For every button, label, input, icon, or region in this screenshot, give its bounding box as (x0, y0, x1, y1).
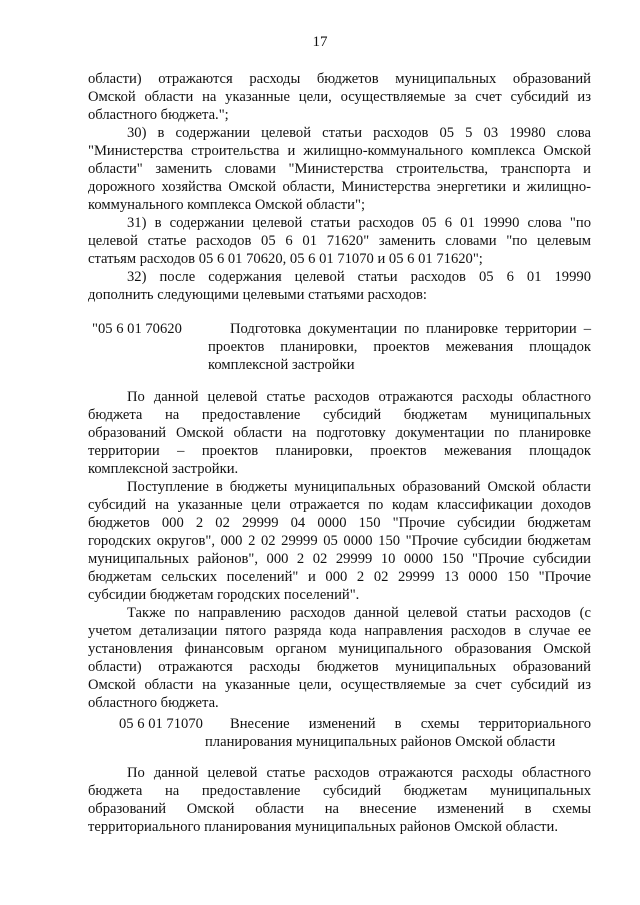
text-line: По данной целевой статье расходов отражаются расходы областного (127, 765, 591, 781)
text-line: бюджета на предоставление субсидий бюджетам муниципальных (88, 407, 591, 423)
text-line: субсидии бюджетам городских поселений". (88, 587, 360, 603)
text-line: целевой статье расходов 05 6 01 71620" заменить словами "по целевым (88, 233, 591, 249)
text-line: По данной целевой статье расходов отражаются расходы областного (127, 389, 591, 405)
text-line: городских округов", 000 2 02 29999 05 0000 150 "Прочие субсидии бюджетам (88, 533, 591, 549)
text-line: областного бюджета. (88, 695, 219, 711)
text-line: образований Омской области на подготовку документации по планировке (88, 425, 591, 441)
text-line: коммунального комплекса Омской области"; (88, 197, 365, 213)
text-line: бюджетам сельских поселений" и 000 2 02 29999 13 0000 150 "Прочие (88, 569, 591, 585)
text-line: 30) в содержании целевой статьи расходов 05 5 03 19980 слова (127, 125, 591, 141)
article-title-line: проектов планировки, проектов межевания площадок (208, 339, 591, 355)
text-line: дорожного хозяйства Омской области, Министерства энергетики и жилищно- (88, 179, 591, 195)
text-line: 32) после содержания целевой статьи расходов 05 6 01 19990 (127, 269, 591, 285)
text-line: "Министерства строительства и жилищно-коммунального комплекса Омской (88, 143, 591, 159)
text-line: территории – проектов планировки, проектов межевания площадок (88, 443, 591, 459)
article-title-line: Внесение изменений в схемы территориального (230, 716, 591, 732)
text-line: статьям расходов 05 6 01 70620, 05 6 01 71070 и 05 6 01 71620"; (88, 251, 483, 267)
text-line: территориального планирования муниципальных районов Омской области. (88, 819, 559, 835)
text-line: области" заменить словами "Министерства строительства, транспорта и (88, 161, 591, 177)
text-line: Омской области на указанные цели, осуществляемые за счет субсидий из (88, 677, 591, 693)
text-line: образований Омской области на внесение изменений в схемы (88, 801, 591, 817)
text-line: учетом детализации пятого разряда кода направления расходов в случае ее (88, 623, 591, 639)
text-line: бюджета на предоставление субсидий бюджетам муниципальных (88, 783, 591, 799)
text-line: области) отражаются расходы бюджетов муниципальных образований (88, 71, 591, 87)
article-title-line: комплексной застройки (208, 357, 355, 373)
article-code: "05 6 01 70620 (92, 321, 182, 337)
article-code: 05 6 01 71070 (119, 716, 203, 732)
text-line: Поступление в бюджеты муниципальных образований Омской области (127, 479, 591, 495)
text-line: Также по направлению расходов данной целевой статьи расходов (с (127, 605, 591, 621)
text-line: 31) в содержании целевой статьи расходов 05 6 01 19990 слова "по (127, 215, 591, 231)
text-line: областного бюджета."; (88, 107, 229, 123)
text-line: комплексной застройки. (88, 461, 239, 477)
text-line: бюджетов 000 2 02 29999 04 0000 150 "Прочие субсидии бюджетам (88, 515, 591, 531)
article-title-line: Подготовка документации по планировке территории – (230, 321, 591, 337)
text-line: Омской области на указанные цели, осуществляемые за счет субсидий из (88, 89, 591, 105)
text-line: установления финансовым органом муниципального образования Омской (88, 641, 591, 657)
text-line: муниципальных районов", 000 2 02 29999 10 0000 150 "Прочие субсидии (88, 551, 591, 567)
text-line: области) отражаются расходы бюджетов муниципальных образований (88, 659, 591, 675)
article-title-line: планирования муниципальных районов Омской области (205, 734, 556, 750)
text-line: дополнить следующими целевыми статьями расходов: (88, 287, 427, 303)
page-number: 17 (312, 34, 328, 50)
text-line: субсидий на указанные цели отражается по кодам классификации доходов (88, 497, 591, 513)
